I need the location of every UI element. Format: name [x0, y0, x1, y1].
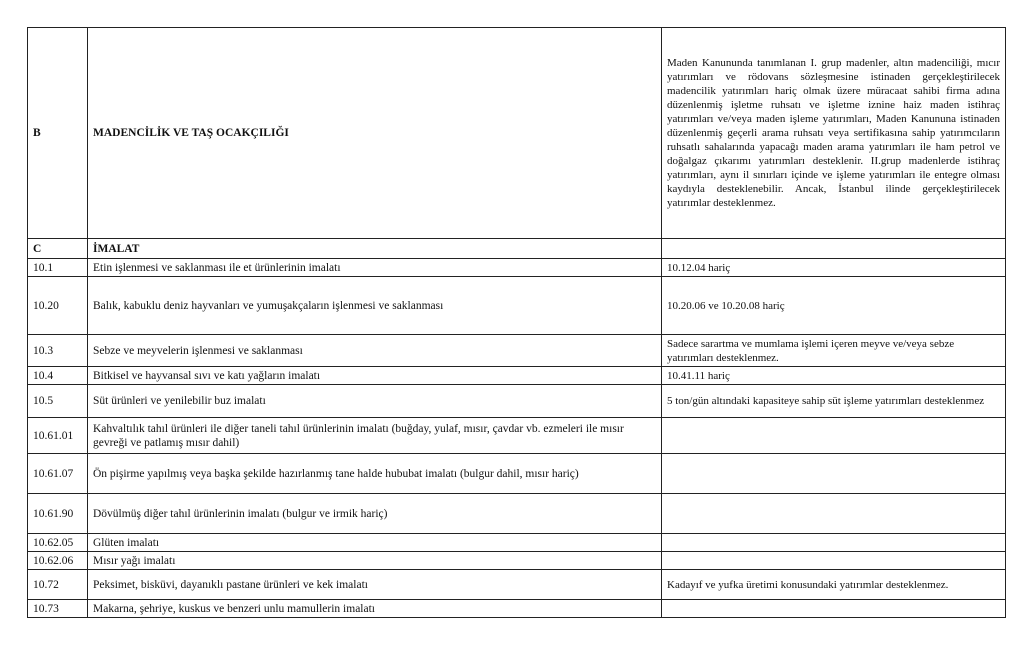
section-row-c: [28, 239, 1006, 259]
activity-description: Glüten imalatı: [88, 534, 662, 552]
nace-code: 10.5: [28, 385, 88, 418]
activity-description: Balık, kabuklu deniz hayvanları ve yumuşakçaların işlenmesi ve saklanması: [88, 277, 662, 335]
table-row: [28, 552, 1006, 570]
activity-description: Sebze ve meyvelerin işlenmesi ve saklanması: [88, 335, 662, 367]
nace-code: 10.61.01: [28, 418, 88, 454]
nace-code: 10.4: [28, 367, 88, 385]
condition-note: 10.20.06 ve 10.20.08 hariç: [662, 277, 1006, 335]
condition-note: 10.12.04 hariç: [662, 259, 1006, 277]
activity-description: Mısır yağı imalatı: [88, 552, 662, 570]
nace-code: 10.73: [28, 600, 88, 618]
condition-note: 10.41.11 hariç: [662, 367, 1006, 385]
table-row: [28, 367, 1006, 385]
condition-note: [662, 494, 1006, 534]
condition-note: Kadayıf ve yufka üretimi konusundaki yatırımlar desteklenmez.: [662, 570, 1006, 600]
table-row: [28, 494, 1006, 534]
section-title: MADENCİLİK VE TAŞ OCAKÇILIĞI: [88, 28, 662, 239]
table-row: [28, 385, 1006, 418]
section-code: C: [28, 239, 88, 259]
activity-description: Ön pişirme yapılmış veya başka şekilde hazırlanmış tane halde hububat imalatı (bulgur dahil, mısır hariç): [88, 454, 662, 494]
table-row: [28, 570, 1006, 600]
table-row: [28, 454, 1006, 494]
activity-description: Süt ürünleri ve yenilebilir buz imalatı: [88, 385, 662, 418]
section-row-b: [28, 28, 1006, 239]
condition-note: [662, 454, 1006, 494]
table-row: [28, 259, 1006, 277]
table-row: [28, 277, 1006, 335]
table-row: [28, 534, 1006, 552]
nace-code: 10.62.05: [28, 534, 88, 552]
nace-code: 10.72: [28, 570, 88, 600]
table-row: [28, 335, 1006, 367]
nace-code: 10.61.90: [28, 494, 88, 534]
condition-note: 5 ton/gün altındaki kapasiteye sahip süt işleme yatırımları desteklenmez: [662, 385, 1006, 418]
condition-note: [662, 534, 1006, 552]
nace-code: 10.1: [28, 259, 88, 277]
activity-description: Kahvaltılık tahıl ürünleri ile diğer taneli tahıl ürünlerinin imalatı (buğday, yulaf, mısır, çavdar vb. ezmeleri ile mısır gevreği ve patlamış mısır dahil): [88, 418, 662, 454]
section-note: Maden Kanununda tanımlanan I. grup madenler, altın madenciliği, mıcır yatırımları ve rödovans sözleşmesine istinaden gerçekleştirilecek madencilik yatırımları hariç olmak üzere müracaat sahibi firma adına düzenlenmiş işletme ruhsatı ve işletme iznine haiz maden istihraç yatırımları ve/veya maden işleme yatırımları, Maden Kanununa istinaden düzenlenmiş geçerli arama ruhsatı veya sertifikasına sahip yatırımcıların ruhsatlı sahalarında yapacağı maden arama yatırımları ile ham petrol ve doğalgaz çıkarımı yatırımları desteklenir. II.grup madenlerde istihraç yatırımları, aynı il sınırları içinde ve işleme yatırımları ile entegre olması kaydıyla desteklenebilir. Ancak, İstanbul ilinde gerçekleştirilecek yatırımlar desteklenmez.: [662, 28, 1006, 239]
activity-description: Bitkisel ve hayvansal sıvı ve katı yağların imalatı: [88, 367, 662, 385]
condition-note: [662, 418, 1006, 454]
activity-description: Makarna, şehriye, kuskus ve benzeri unlu mamullerin imalatı: [88, 600, 662, 618]
section-code: B: [28, 28, 88, 239]
nace-code: 10.20: [28, 277, 88, 335]
condition-note: [662, 552, 1006, 570]
sector-table: [27, 27, 1006, 618]
activity-description: Dövülmüş diğer tahıl ürünlerinin imalatı (bulgur ve irmik hariç): [88, 494, 662, 534]
activity-description: Peksimet, bisküvi, dayanıklı pastane ürünleri ve kek imalatı: [88, 570, 662, 600]
activity-description: Etin işlenmesi ve saklanması ile et ürünlerinin imalatı: [88, 259, 662, 277]
nace-code: 10.61.07: [28, 454, 88, 494]
nace-code: 10.62.06: [28, 552, 88, 570]
condition-note: Sadece sarartma ve mumlama işlemi içeren meyve ve/veya sebze yatırımları desteklenmez.: [662, 335, 1006, 367]
section-title: İMALAT: [88, 239, 662, 259]
section-note: [662, 239, 1006, 259]
condition-note: [662, 600, 1006, 618]
table-row: [28, 600, 1006, 618]
table-row: [28, 418, 1006, 454]
nace-code: 10.3: [28, 335, 88, 367]
